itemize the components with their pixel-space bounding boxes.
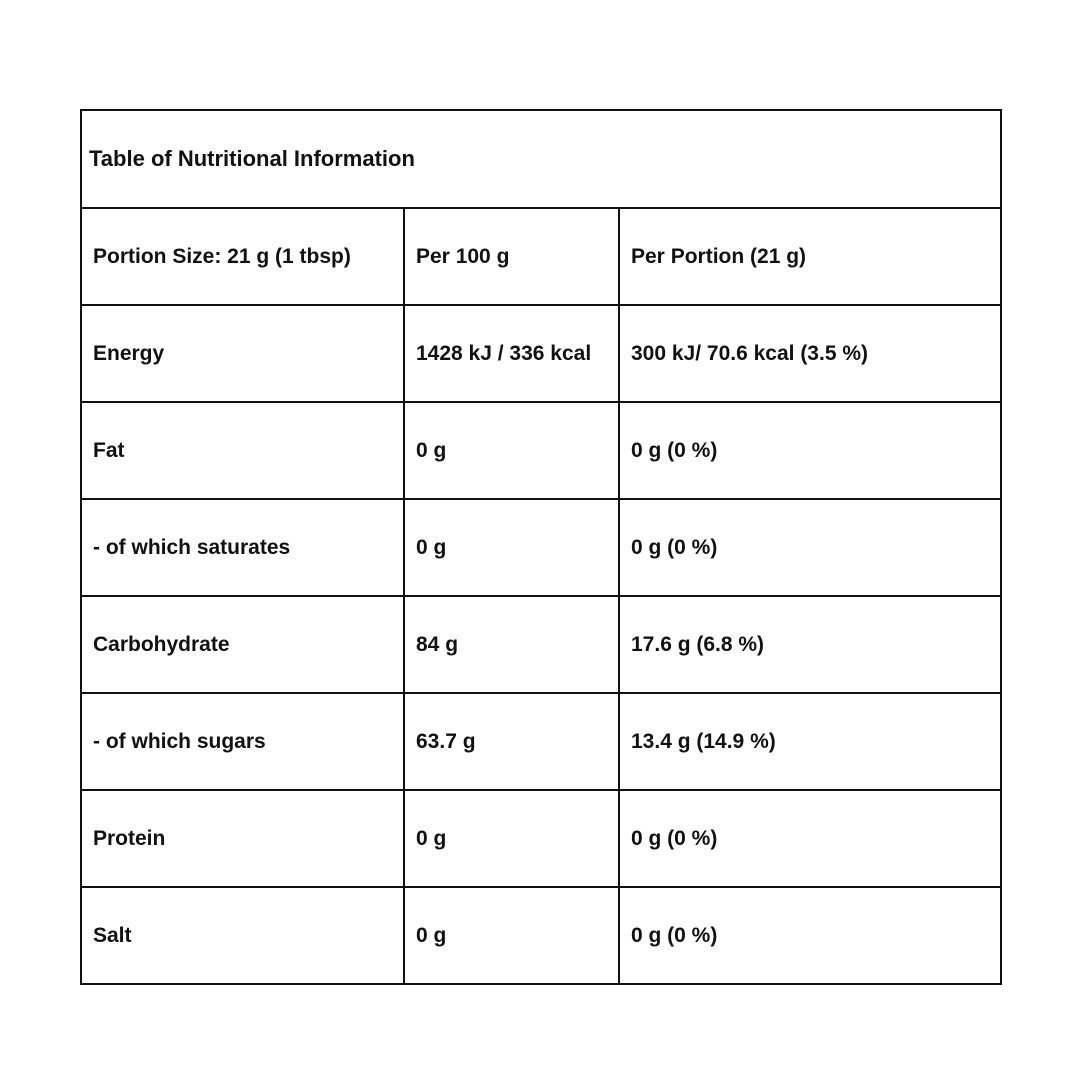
per-portion-value: 0 g (0 %) [619, 887, 1001, 984]
per-portion-value: 0 g (0 %) [619, 402, 1001, 499]
per-portion-value: 13.4 g (14.9 %) [619, 693, 1001, 790]
table-row [81, 790, 1001, 887]
per-100g-value: 0 g [404, 402, 619, 499]
per-portion-value: 300 kJ/ 70.6 kcal (3.5 %) [619, 305, 1001, 402]
per-100g-value: 0 g [404, 790, 619, 887]
nutrient-name: Carbohydrate [81, 596, 404, 693]
per-portion-header: Per Portion (21 g) [619, 208, 1001, 305]
header-row [81, 208, 1001, 305]
per-portion-value: 17.6 g (6.8 %) [619, 596, 1001, 693]
per-100g-value: 84 g [404, 596, 619, 693]
per-portion-value: 0 g (0 %) [619, 499, 1001, 596]
portion-size-header: Portion Size: 21 g (1 tbsp) [81, 208, 404, 305]
table-row [81, 596, 1001, 693]
table-title: Table of Nutritional Information [81, 110, 1001, 208]
table-title-row [81, 110, 1001, 208]
table-row [81, 887, 1001, 984]
nutrient-name: Energy [81, 305, 404, 402]
per-100g-value: 1428 kJ / 336 kcal [404, 305, 619, 402]
per-portion-value: 0 g (0 %) [619, 790, 1001, 887]
nutrient-name: Fat [81, 402, 404, 499]
nutrient-name: Salt [81, 887, 404, 984]
table-row [81, 499, 1001, 596]
per-100g-value: 63.7 g [404, 693, 619, 790]
nutrient-name: - of which sugars [81, 693, 404, 790]
per-100g-value: 0 g [404, 499, 619, 596]
per-100g-value: 0 g [404, 887, 619, 984]
table-row [81, 693, 1001, 790]
per-100g-header: Per 100 g [404, 208, 619, 305]
nutrient-name: - of which saturates [81, 499, 404, 596]
nutrient-name: Protein [81, 790, 404, 887]
table-row [81, 402, 1001, 499]
table-row [81, 305, 1001, 402]
nutrition-table [80, 109, 1002, 985]
